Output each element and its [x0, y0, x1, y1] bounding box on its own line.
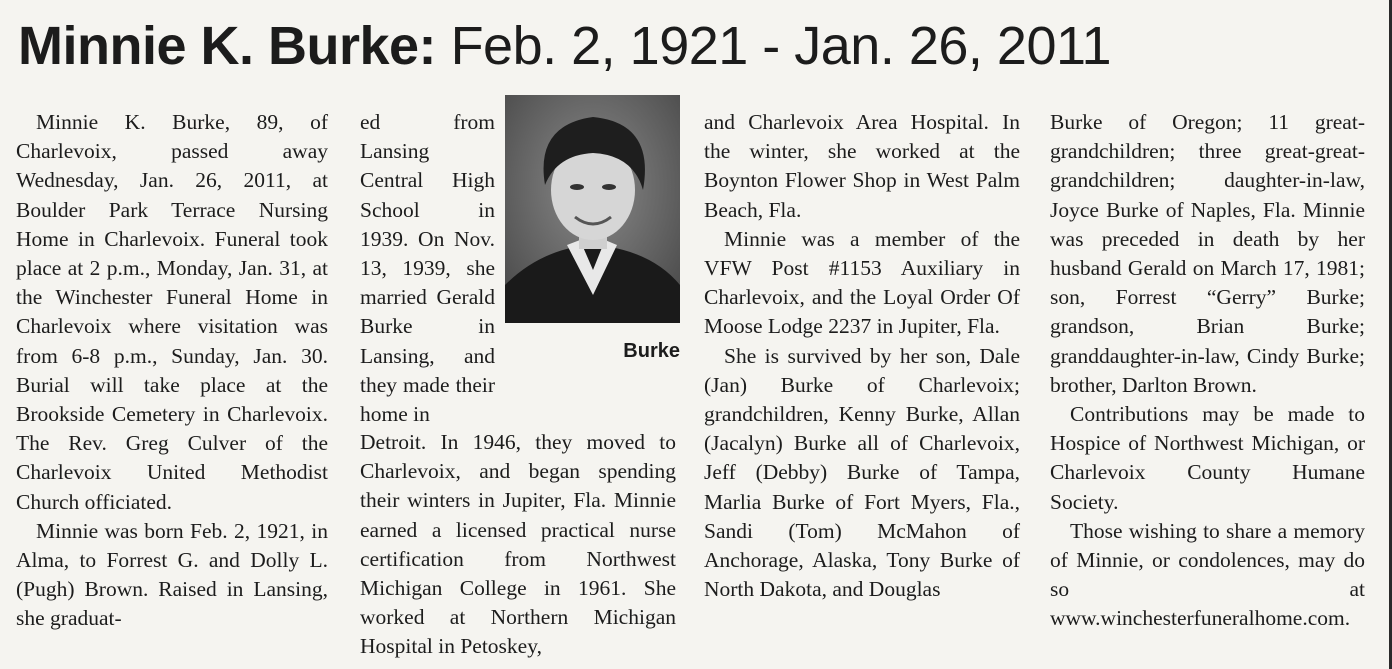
- paragraph: Minnie was born Feb. 2, 1921, in Alma, to Forrest G. and Dolly L. (Pugh) Brown. Raised in Lansing, she graduat-: [16, 518, 328, 631]
- paragraph: She is survived by her son, Dale (Jan) Burke of Charlevoix; grandchildren, Kenny Burke, Allan (Jacalyn) Burke all of Charlevoix, Jeff (Debby) Burke of Tampa, Marlia Burke of Fort Myers, Fla., Sandi (Tom) McMahon of Anchorage, Alaska, Tony Burke of North Dakota, and Douglas: [704, 343, 1020, 602]
- column-2-bottom: [360, 428, 676, 662]
- paragraph: Detroit. In 1946, they moved to Charlevoix, and began spending their winters in Jupiter, Fla. Minnie earned a licensed practical nurse certification from Northwest Michigan College in 1961. She worked at Northern Michigan Hospital in Petoskey,: [360, 430, 676, 659]
- photo-caption: Burke: [623, 340, 680, 362]
- column-2-top: [360, 108, 495, 429]
- column-4: [1050, 108, 1365, 634]
- paragraph: ed from Lansing Central High School in 1939. On Nov. 13, 1939, she married Gerald Burke in Lansing, and they made their home in: [360, 110, 495, 427]
- headline-dates: Feb. 2, 1921 - Jan. 26, 2011: [450, 16, 1112, 76]
- headline-name: Minnie K. Burke:: [18, 16, 437, 76]
- paragraph: Burke of Oregon; 11 great-grandchildren; three great-great-grandchildren; daughter-in-law, Joyce Burke of Naples, Fla. Minnie was preceded in death by her husband Gerald on March 17, 1981; son, Forrest “Gerry” Burke; grandson, Brian Burke; granddaughter-in-law, Cindy Burke; brother, Darlton Brown.: [1050, 110, 1365, 397]
- headline: [18, 14, 1111, 78]
- column-1: [16, 108, 328, 634]
- paragraph: Minnie was a member of the VFW Post #1153 Auxiliary in Charlevoix, and the Loyal Order Of Moose Lodge 2237 in Jupiter, Fla.: [704, 226, 1020, 339]
- paragraph: and Charlevoix Area Hospital. In the winter, she worked at the Boynton Flower Shop in West Palm Beach, Fla.: [704, 110, 1020, 222]
- paragraph: Minnie K. Burke, 89, of Charlevoix, passed away Wednesday, Jan. 26, 2011, at Boulder Park Terrace Nursing Home in Charlevoix. Funeral took place at 2 p.m., Monday, Jan. 31, at the Winchester Funeral Home in Charlevoix where visitation was from 6-8 p.m., Sunday, Jan. 30. Burial will take place at the Brookside Cemetery in Charlevoix. The Rev. Greg Culver of the Charlevoix United Methodist Church officiated.: [16, 110, 328, 514]
- column-3: [704, 108, 1020, 604]
- paragraph: Those wishing to share a memory of Minnie, or condolences, may do so at www.winchesterfuneralhome.com.: [1050, 518, 1365, 631]
- portrait-photo: [505, 95, 680, 323]
- paragraph: Contributions may be made to Hospice of Northwest Michigan, or Charlevoix County Humane Society.: [1050, 402, 1365, 514]
